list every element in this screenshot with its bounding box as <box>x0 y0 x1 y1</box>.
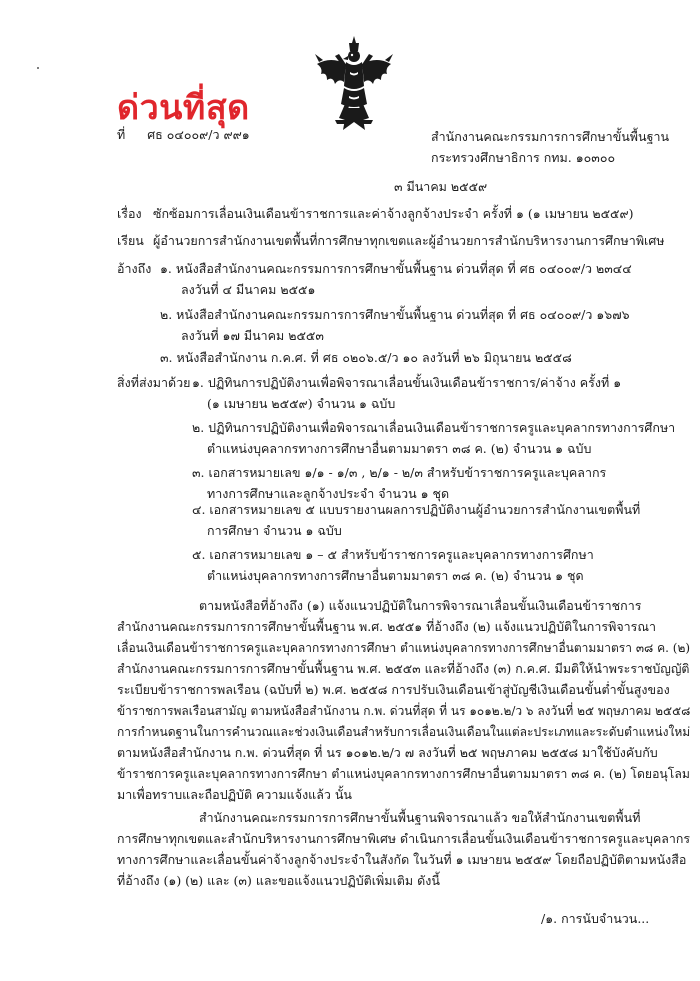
office-name: สำนักงานคณะกรรมการการศึกษาขั้นพื้นฐาน <box>431 129 670 144</box>
body-line: สำนักงานคณะกรรมการการศึกษาขั้นพื้นฐาน พ.ศ. ๒๕๕๓ และที่อ้างถึง (๓) ก.ค.ศ. มีมติให้นำพระราชบัญญัติ <box>117 661 690 676</box>
enclosure-item: ๑. ปฏิทินการปฏิบัติงานเพื่อพิจารณาเลื่อนขั้นเงินเดือนข้าราชการ/ค่าจ้าง ครั้งที่ ๑ <box>192 375 622 390</box>
enclosure-item: ๕. เอกสารหมายเลข ๑ – ๕ สำหรับข้าราชการครูและบุคลากรทางการศึกษา <box>192 547 594 562</box>
reference-item-date: ลงวันที่ ๔ มีนาคม ๒๕๕๑ <box>181 282 316 297</box>
reference-item: ๒. หนังสือสำนักงานคณะกรรมการการศึกษาขั้นพื้นฐาน ด่วนที่สุด ที่ ศธ ๐๔๐๐๙/ว ๑๖๗๖ <box>160 307 630 322</box>
body-line: ระเบียบข้าราชการพลเรือน (ฉบับที่ ๒) พ.ศ. ๒๕๕๘ การปรับเงินเดือนเข้าสู่บัญชีเงินเดือนขั้นต่ำขั้นสูงของ <box>117 682 670 697</box>
office-address: กระทรวงศึกษาธิการ กทม. ๑๐๓๐๐ <box>431 150 616 165</box>
body-line: การศึกษาทุกเขตและสำนักบริหารงานการศึกษาพิเศษ ดำเนินการเลื่อนขั้นเงินเดือนข้าราชการครูและบุคลากร <box>117 831 691 846</box>
reference-item: ๓. หนังสือสำนักงาน ก.ค.ศ. ที่ ศธ ๐๒๐๖.๕/ว ๑๐ ลงวันที่ ๒๖ มิถุนายน ๒๕๕๘ <box>160 350 572 365</box>
enclosure-item: ๔. เอกสารหมายเลข ๕ แบบรายงานผลการปฏิบัติงานผู้อำนวยการสำนักงานเขตพื้นที่ <box>192 502 641 517</box>
body-line: ตามหนังสือสำนักงาน ก.พ. ด่วนที่สุด ที่ นร ๑๐๑๒.๒/ว ๗ ลงวันที่ ๒๕ พฤษภาคม ๒๕๕๘ มาใช้บังคับกับ <box>117 745 658 760</box>
body-line: เลื่อนเงินเดือนข้าราชการครูและบุคลากรทางการศึกษา ตำแหน่งบุคลากรทางการศึกษาอื่นตามมาตรา ๓๘ ค. (๒) <box>117 640 691 655</box>
doc-number-row <box>117 127 250 143</box>
body-line: ทางการศึกษาและเลื่อนขั้นค่าจ้างลูกจ้างประจำในสังกัด ในวันที่ ๑ เมษายน ๒๕๕๙ โดยถือปฏิบัติตามหนังสือ <box>117 852 687 867</box>
enclosures-label: สิ่งที่ส่งมาด้วย <box>117 375 191 390</box>
garuda-emblem-icon <box>313 34 395 134</box>
body-line: สำนักงานคณะกรรมการการศึกษาขั้นพื้นฐานพิจารณาแล้ว ขอให้สำนักงานเขตพื้นที่ <box>199 810 641 825</box>
body-line: ที่อ้างถึง (๑) (๒) และ (๓) และขอแจ้งแนวปฏิบัติเพิ่มเติม ดังนี้ <box>117 873 440 888</box>
reference-item-date: ลงวันที่ ๑๗ มีนาคม ๒๕๕๓ <box>181 328 324 343</box>
body-line: มาเพื่อทราบและถือปฏิบัติ ความแจ้งแล้ว นั้น <box>117 787 352 802</box>
references-label: อ้างถึง <box>117 261 152 276</box>
continuation-marker: /๑. การนับจำนวน... <box>541 911 650 926</box>
reference-item: ๑. หนังสือสำนักงานคณะกรรมการการศึกษาขั้นพื้นฐาน ด่วนที่สุด ที่ ศธ ๐๔๐๐๙/ว ๒๓๔๔ <box>160 261 632 276</box>
enclosure-item: ๒. ปฏิทินการปฏิบัติงานเพื่อพิจารณาเลื่อนเงินเดือนข้าราชการครูและบุคลากรทางการศึกษา <box>192 420 676 435</box>
enclosure-item-cont: ตำแหน่งบุคลากรทางการศึกษาอื่นตามมาตรา ๓๘ ค. (๒) จำนวน ๑ ฉบับ <box>207 441 592 456</box>
doc-number: ศธ ๐๔๐๐๙/ว ๙๙๑ <box>147 127 250 142</box>
body-line: ข้าราชการพลเรือนสามัญ ตามหนังสือสำนักงาน ก.พ. ด่วนที่สุด ที่ นร ๑๐๑๒.๒/ว ๖ ลงวันที่ ๒๕ พฤษภาคม ๒๕๕๘ <box>117 703 691 718</box>
urgency-stamp: ด่วนที่สุด <box>117 88 250 128</box>
subject-label: เรื่อง <box>117 206 142 221</box>
enclosure-item: ๓. เอกสารหมายเลข ๑/๑ - ๑/๓ , ๒/๑ - ๒/๓ สำหรับข้าราชการครูและบุคลากร <box>192 465 607 480</box>
recipient-label: เรียน <box>117 233 144 248</box>
enclosure-item-cont: การศึกษา จำนวน ๑ ฉบับ <box>207 523 342 538</box>
enclosure-item-cont: ตำแหน่งบุคลากรทางการศึกษาอื่นตามมาตรา ๓๘ ค. (๒) จำนวน ๑ ชุด <box>207 568 584 583</box>
doc-number-label: ที่ <box>117 127 126 142</box>
body-line: สำนักงานคณะกรรมการการศึกษาขั้นพื้นฐาน พ.ศ. ๒๕๕๑ ที่อ้างถึง (๒) แจ้งแนวปฏิบัติในการพิจารณา <box>117 619 657 634</box>
enclosure-item-cont: ทางการศึกษาและลูกจ้างประจำ จำนวน ๑ ชุด <box>207 486 450 501</box>
subject-text: ซักซ้อมการเลื่อนเงินเดือนข้าราชการและค่าจ้างลูกจ้างประจำ ครั้งที่ ๑ (๑ เมษายน ๒๕๕๙) <box>153 206 634 221</box>
speck <box>37 67 39 69</box>
body-line: ตามหนังสือที่อ้างถึง (๑) แจ้งแนวปฏิบัติในการพิจารณาเลื่อนขั้นเงินเดือนข้าราชการ <box>199 598 642 613</box>
body-line: ข้าราชการครูและบุคลากรทางการศึกษา ตำแหน่งบุคลากรทางการศึกษาอื่นตามมาตรา ๓๘ ค. (๒) โดยอนุโลม <box>117 766 690 781</box>
recipient-text: ผู้อำนวยการสำนักงานเขตพื้นที่การศึกษาทุกเขตและผู้อำนวยการสำนักบริหารงานการศึกษาพิเศษ <box>153 233 665 248</box>
enclosure-item-cont: (๑ เมษายน ๒๕๕๙) จำนวน ๑ ฉบับ <box>207 396 396 411</box>
body-line: การกำหนดฐานในการคำนวณและช่วงเงินเดือนสำหรับการเลื่อนเงินเดือนในแต่ละประเภทและระดับตำแหน่งใหม่ <box>117 724 691 739</box>
document-date: ๓ มีนาคม ๒๕๕๙ <box>394 179 488 194</box>
